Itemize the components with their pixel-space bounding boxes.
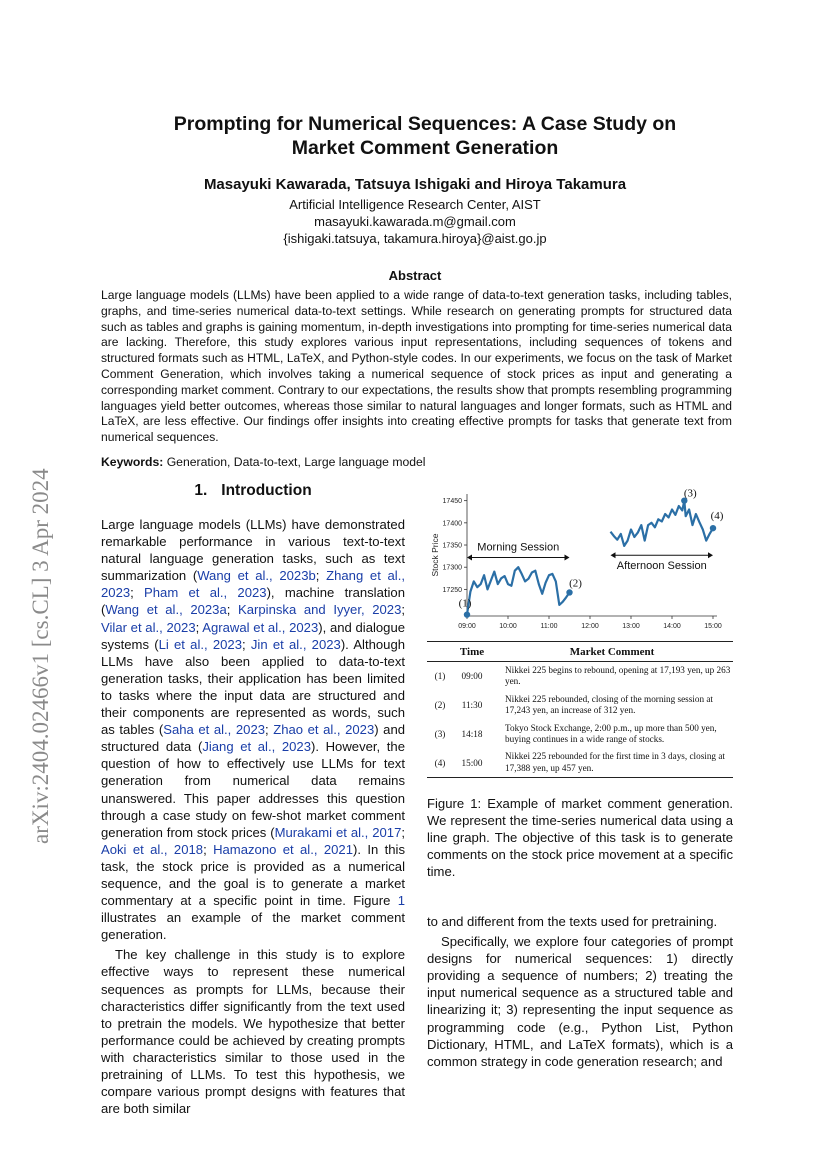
citation-link[interactable]: Agrawal et al., 2023 bbox=[202, 619, 319, 635]
citation-link[interactable]: Aoki et al., 2018 bbox=[101, 841, 204, 857]
intro-text: ). However, the question of how to effectively use LLMs for text generation from numerical data remains unanswered. This paper addresses this question through a case study on few-shot market comment generation from stock prices ( bbox=[101, 739, 406, 840]
intro-text: Large language models (LLMs) have demonstrated remarkable performance in various text-to-text natural language generation tasks, such as text summarization ( bbox=[101, 517, 405, 584]
citation-link[interactable]: Zhao et al., 2023 bbox=[273, 722, 375, 738]
y-tick-label: 17250 bbox=[442, 586, 462, 594]
table-cell-time: 11:30 bbox=[461, 700, 483, 710]
x-tick-label: 13:00 bbox=[622, 623, 640, 630]
citation-link[interactable]: 1 bbox=[397, 893, 405, 909]
arxiv-stamp bbox=[18, 374, 58, 844]
citation-link[interactable]: Li et al., 2023 bbox=[158, 636, 242, 652]
section-number: 1. bbox=[194, 482, 208, 499]
authors: Masayuki Kawarada, Tatsuya Ishigaki and Hiroya Takamura bbox=[203, 176, 627, 193]
table-row bbox=[427, 749, 733, 778]
affiliation: Artificial Intelligence Research Center, AIST bbox=[289, 197, 541, 212]
y-tick-label: 17300 bbox=[442, 564, 462, 572]
title-line-1: Prompting for Numerical Sequences: A Case Study on bbox=[173, 113, 677, 135]
afternoon-session-arrowhead-left bbox=[611, 552, 616, 558]
citation-link[interactable]: Jin et al., 2023 bbox=[250, 636, 341, 652]
intro-paragraph-1 bbox=[101, 516, 405, 943]
citation-link[interactable]: Wang et al., 2023a bbox=[105, 602, 227, 618]
citation-link[interactable]: Pham et al., 2023 bbox=[144, 585, 267, 601]
paper-title bbox=[90, 112, 760, 160]
email-2: {ishigaki.tatsuya, takamura.hiroya}@aist.go.jp bbox=[283, 231, 547, 247]
citation-link[interactable]: Zhang et al., 2023 bbox=[101, 568, 405, 601]
figure-1 bbox=[427, 486, 733, 786]
intro-text: ; bbox=[242, 636, 251, 652]
citation-link[interactable]: Hamazono et al., 2021 bbox=[213, 841, 353, 857]
x-tick-label: 10:00 bbox=[499, 623, 517, 630]
citation-link[interactable]: Saha et al., 2023 bbox=[163, 722, 266, 738]
table-cell-index: (2) bbox=[434, 700, 446, 710]
table-cell-time: 14:18 bbox=[461, 729, 483, 739]
intro-paragraph-2: The key challenge in this study is to explore effective ways to represent these numerical sequences as prompts for LLMs, because their characteristics differ significantly from the text used to pretrain the models. We hypothesize that better performance could be achieved by creating prompts with characteristics similar to those used in the pretraining of LLMs. To test this hypothesis, we compare various prompt designs with features that are both similar bbox=[101, 947, 405, 1117]
title-line-2: Market Comment Generation bbox=[291, 137, 559, 159]
table-header-time: Time bbox=[459, 645, 485, 658]
keywords-label: Keywords: bbox=[101, 455, 164, 469]
section-title: Introduction bbox=[221, 482, 312, 499]
right-column bbox=[427, 913, 733, 1070]
morning-session-label: Morning Session bbox=[477, 541, 560, 554]
intro-text: ; bbox=[265, 722, 274, 738]
annotation-point bbox=[464, 611, 470, 617]
afternoon-session-label: Afternoon Session bbox=[616, 560, 707, 573]
x-tick-label: 14:00 bbox=[663, 623, 681, 630]
intro-text: ; bbox=[401, 602, 405, 618]
table-cell-time: 15:00 bbox=[461, 757, 483, 768]
intro-text: ; bbox=[130, 585, 145, 601]
intro-text: ; bbox=[315, 568, 327, 584]
intro-text: ). In this task, the stock price is provided as a numerical sequence, and the goal is to generate a market commentary at a specific point in time. Figure bbox=[101, 841, 405, 909]
table-cell-comment: Nikkei 225 rebounded for the first time in 3 days, closing at 17,388 yen, up 457 yen. bbox=[505, 751, 725, 773]
annotation-point bbox=[710, 525, 716, 531]
table-row bbox=[427, 662, 733, 691]
arxiv-id: arXiv:2404.02466v1 [cs.CL] 3 Apr 2024 bbox=[28, 468, 53, 844]
abstract-heading: Abstract bbox=[388, 268, 442, 283]
table-row bbox=[427, 691, 733, 720]
table-cell-comment: Nikkei 225 begins to rebound, opening at 17,193 yen, up 263 yen. bbox=[505, 664, 731, 687]
table-cell-time: 09:00 bbox=[461, 671, 483, 682]
table-row bbox=[427, 720, 733, 749]
abstract-text: Large language models (LLMs) have been applied to a wide range of data-to-text generation tasks, including tables, graphs, and time-series numerical data-to-text settings. While research on generating prompts for structured data such as tables and graphs is gaining momentum, in-depth investigations into prompting for time-series numerical data are lacking. Therefore, this study explores various input representations, including sequences of tokens and structured formats such as HTML, LaTeX, and Python-style codes. In our experiments, we focus on the task of Market Comment Generation, which involves taking a numerical sequence of stock prices as input and generating a corresponding market comment. Contrary to our expectations, the results show that prompts resembling programming languages yield better outcomes, whereas those similar to natural languages and longer formats, such as HTML and LaTeX, are less effective. Our findings offer insights into creating effective prompts for tasks that generate text from numerical sequences. bbox=[101, 288, 732, 445]
table-header-comment: Market Comment bbox=[569, 645, 655, 658]
intro-text: ; bbox=[226, 602, 239, 618]
y-tick-label: 17350 bbox=[442, 542, 462, 550]
y-tick-label: 17400 bbox=[442, 520, 462, 528]
keywords-text: Generation, Data-to-text, Large language model bbox=[166, 455, 426, 469]
intro-text: ). Although LLMs have also been applied to data-to-text generation tasks, their application has been limited to tasks where the input data are structured and their components are represented as words, such as tables ( bbox=[101, 636, 406, 738]
table-header-index bbox=[427, 642, 453, 662]
intro-text: ) and structured data ( bbox=[101, 722, 406, 755]
left-column bbox=[101, 516, 405, 1117]
intro-text: ; bbox=[203, 841, 214, 857]
annotation-label: (2) bbox=[569, 577, 582, 590]
section-heading bbox=[101, 482, 405, 500]
x-tick-label: 12:00 bbox=[581, 623, 599, 630]
morning-session-arrowhead-left bbox=[467, 554, 472, 560]
annotation-label: (4) bbox=[710, 510, 724, 523]
y-tick-label: 17450 bbox=[442, 498, 462, 506]
afternoon-session-arrowhead-right bbox=[708, 552, 713, 558]
table-cell-index: (3) bbox=[434, 729, 446, 739]
citation-link[interactable]: Karpinska and Iyyer, 2023 bbox=[238, 602, 402, 618]
citation-link[interactable]: Vilar et al., 2023 bbox=[101, 619, 196, 635]
intro-text: illustrates an example of the market comment generation. bbox=[101, 910, 405, 943]
affiliation-block bbox=[90, 196, 740, 248]
market-comment-table bbox=[427, 641, 733, 778]
citation-link[interactable]: Wang et al., 2023b bbox=[197, 568, 316, 584]
series-line-morning bbox=[467, 567, 570, 615]
table-cell-index: (1) bbox=[434, 671, 446, 682]
x-tick-label: 15:00 bbox=[704, 623, 722, 630]
x-tick-label: 11:00 bbox=[540, 623, 558, 630]
intro-text: ; bbox=[401, 824, 405, 840]
col2-paragraph-2: Specifically, we explore four categories of prompt designs for numerical sequences: 1) directly providing a sequence of numbers; 2) treating the input numerical sequence as a structured table and linearizing it; 3) representing the input sequence as programming code (e.g., Python List, Python Dictionary, HTML, and LaTeX formats), which is a common strategy in code generation research; and bbox=[427, 934, 733, 1069]
col2-paragraph-1: to and different from the texts used for pretraining. bbox=[427, 914, 718, 929]
annotation-label: (1) bbox=[458, 597, 472, 610]
intro-text: ; bbox=[195, 619, 203, 635]
intro-text: ), and dialogue systems ( bbox=[101, 619, 406, 652]
citation-link[interactable]: Murakami et al., 2017 bbox=[274, 824, 402, 840]
annotation-label: (3) bbox=[683, 487, 697, 500]
morning-session-arrowhead-right bbox=[565, 554, 570, 560]
table-cell-comment: Tokyo Stock Exchange, 2:00 p.m., up more than 500 yen, buying continues in a wide range of stocks. bbox=[505, 722, 717, 744]
email-1: masayuki.kawarada.m@gmail.com bbox=[314, 214, 516, 230]
keywords bbox=[101, 455, 426, 469]
annotation-point bbox=[566, 589, 572, 595]
citation-link[interactable]: Jiang et al., 2023 bbox=[202, 739, 311, 755]
table-cell-comment: Nikkei 225 rebounded, closing of the morning session at 17,243 yen, an increase of 312 yen. bbox=[505, 693, 713, 715]
table-cell-index: (4) bbox=[434, 757, 446, 768]
intro-text: ), machine translation ( bbox=[101, 585, 405, 618]
y-axis-label: Stock Price bbox=[430, 533, 440, 577]
x-tick-label: 09:00 bbox=[458, 623, 476, 630]
figure-caption: Figure 1: Example of market comment generation. We represent the time-series numerical data using a line graph. The objective of this task is to generate comments on the stock price movement at a specific time. bbox=[427, 796, 733, 879]
stock-chart bbox=[427, 486, 733, 632]
series-line-afternoon bbox=[611, 501, 714, 546]
